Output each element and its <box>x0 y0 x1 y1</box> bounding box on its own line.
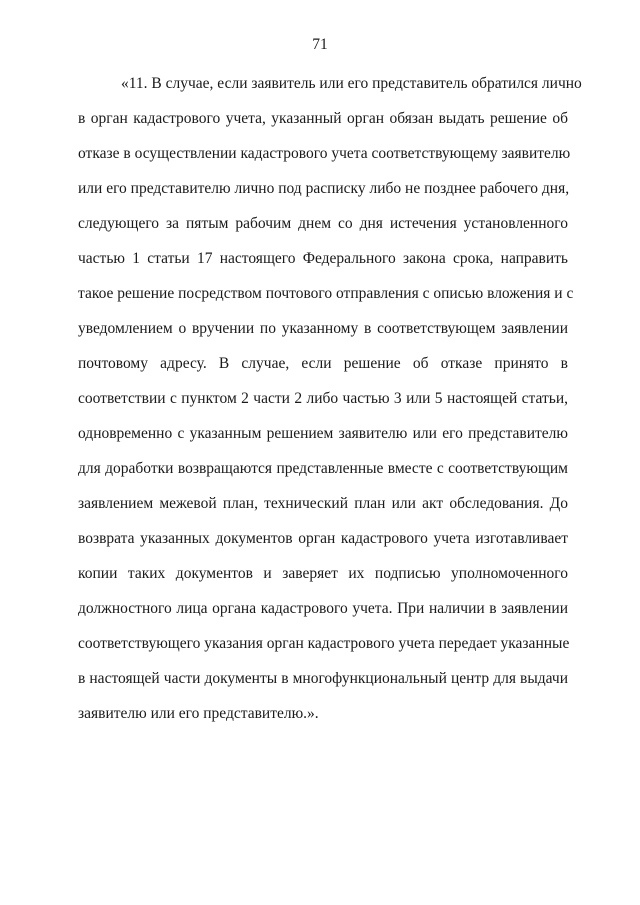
paragraph-line: заявлением межевой план, технический план или акт обследования. До <box>78 495 568 512</box>
paragraph-line: уведомлением о вручении по указанному в соответствующем заявлении <box>78 320 568 337</box>
paragraph-line: заявителю или его представителю.». <box>78 705 319 722</box>
paragraph-line: почтовому адресу. В случае, если решение об отказе принято в <box>78 355 568 372</box>
paragraph-line: или его представителю лично под расписку либо не позднее рабочего дня, <box>78 180 570 197</box>
paragraph-line: для доработки возвращаются представленные вместе с соответствующим <box>78 460 568 477</box>
paragraph-line: в орган кадастрового учета, указанный орган обязан выдать решение об <box>78 110 568 127</box>
paragraph-line: копии таких документов и заверяет их подписью уполномоченного <box>78 565 568 582</box>
paragraph-line: соответствии с пунктом 2 части 2 либо частью 3 или 5 настоящей статьи, <box>78 390 568 407</box>
paragraph-line: следующего за пятым рабочим днем со дня истечения установленного <box>78 215 568 232</box>
page-number: 71 <box>312 36 328 53</box>
paragraph-line: возврата указанных документов орган кадастрового учета изготавливает <box>78 530 568 547</box>
paragraph-line: отказе в осуществлении кадастрового учета соответствующему заявителю <box>78 145 571 162</box>
paragraph-line: в настоящей части документы в многофункциональный центр для выдачи <box>78 670 568 687</box>
paragraph-line: частью 1 статьи 17 настоящего Федерального закона срока, направить <box>78 250 568 267</box>
paragraph-line: одновременно с указанным решением заявителю или его представителю <box>78 425 568 442</box>
paragraph-line: должностного лица органа кадастрового учета. При наличии в заявлении <box>78 600 568 617</box>
paragraph-line: соответствующего указания орган кадастрового учета передает указанные <box>78 635 570 652</box>
article-paragraph <box>78 72 582 737</box>
paragraph-line: такое решение посредством почтового отправления с описью вложения и с <box>78 285 574 302</box>
paragraph-line: «11. В случае, если заявитель или его представитель обратился лично <box>121 75 582 92</box>
